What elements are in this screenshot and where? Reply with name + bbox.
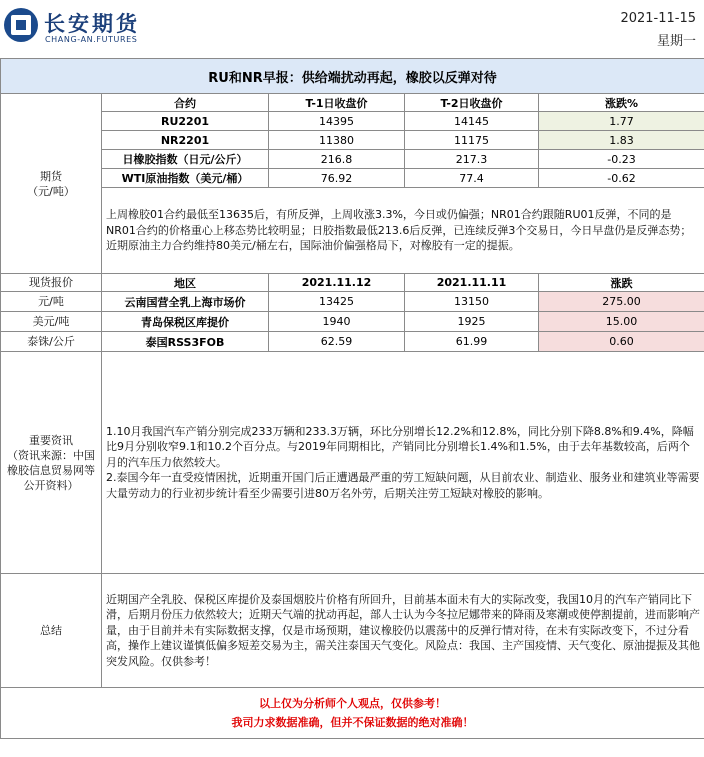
spot-unit: 元/吨	[1, 292, 102, 312]
spot-name: 青岛保税区库提价	[102, 312, 269, 332]
futures-col-t1: T-1日收盘价	[269, 94, 405, 112]
spot-change: 15.00	[539, 312, 704, 332]
futures-contract-name: NR2201	[102, 131, 269, 150]
logo-english-name: CHANG-AN.FUTURES	[45, 35, 138, 44]
spot-unit: 美元/吨	[1, 312, 102, 332]
futures-commentary: 上周橡胶01合约最低至13635后，有所反弹，上周收涨3.3%，今日或仍偏强；NR01合约跟随RU01反弹，不同的是NR01合约的价格重心上移态势比较明显；日胶指数最低213.6后反弹，已连续反弹3个交易日，今日早盘仍是反弹态势；近期原油主力合约维持80美元/桶左右，国际油价偏强格局下，对橡胶有一定的提振。	[102, 188, 704, 274]
futures-change-pct: -0.62	[539, 169, 704, 188]
futures-section-label: 期货 （元/吨）	[1, 94, 102, 274]
spot-row	[1, 312, 704, 332]
spot-col-region: 地区	[102, 274, 269, 292]
futures-col-t2: T-2日收盘价	[405, 94, 539, 112]
futures-col-contract: 合约	[102, 94, 269, 112]
spot-row	[1, 332, 704, 352]
spot-change: 275.00	[539, 292, 704, 312]
news-label: 重要资讯 （资讯来源：中国橡胶信息贸易网等公开资料）	[1, 352, 102, 574]
futures-t1-price: 11380	[269, 131, 405, 150]
logo-emblem-icon	[4, 8, 38, 42]
report-title: RU和NR早报：供给端扰动再起，橡胶以反弹对待	[1, 59, 704, 94]
futures-change-pct: 1.77	[539, 112, 704, 131]
futures-t1-price: 14395	[269, 112, 405, 131]
spot-price-d1: 13425	[269, 292, 405, 312]
disclaimer	[1, 688, 704, 739]
futures-t2-price: 14145	[405, 112, 539, 131]
futures-contract-name: WTI原油指数（美元/桶）	[102, 169, 269, 188]
spot-row	[1, 292, 704, 312]
report-weekday: 星期一	[656, 34, 696, 49]
futures-t1-price: 76.92	[269, 169, 405, 188]
report-table	[0, 58, 704, 739]
spot-name: 云南国营全乳上海市场价	[102, 292, 269, 312]
spot-price-d2: 13150	[405, 292, 539, 312]
summary-text: 近期国产全乳胶、保税区库提价及泰国烟胶片价格有所回升，目前基本面未有大的实际改变，我国10月的汽车产销同比下滑，后期月份压力依然较大；近期天气端的扰动再起，部人士认为今冬拉尼娜带来的降雨及寒潮或使停割提前，进而影响产量，由于目前并未有实际数据支撑，仅是市场预期，建议橡胶仍以震荡中的反弹行情对待，在未有实际改变下，不过分看高，操作上建议谨慎低偏多短差交易为主，需关注泰国天气变化。风险点：我国、主产国疫情、天气变化、原油提振及其他突发风险。仅供参考！	[102, 574, 704, 688]
futures-col-change: 涨跌%	[539, 94, 704, 112]
spot-price-d2: 1925	[405, 312, 539, 332]
futures-row	[1, 169, 704, 188]
disclaimer-line-2: 我司力求数据准确，但并不保证数据的绝对准确！	[231, 716, 474, 729]
futures-contract-name: RU2201	[102, 112, 269, 131]
spot-unit: 泰铢/公斤	[1, 332, 102, 352]
futures-change-pct: -0.23	[539, 150, 704, 169]
logo-chinese-name: 长安期货	[44, 12, 140, 36]
futures-row	[1, 150, 704, 169]
report-date: 2021-11-15	[620, 11, 696, 26]
news-text: 1.10月我国汽车产销分别完成233万辆和233.3万辆，环比分别增长12.2%和12.8%，同比分别下降8.8%和9.4%，降幅比9月分别收窄9.1和10.2个百分点。与2019年同期相比，产销同比分别增长1.4%和1.5%，由于去年基数较高，后两个月的汽车压力依然较大。 2.泰国今年一直受疫情困扰，近期重开国门后正遭遇最严重的劳工短缺问题，从目前农业、制造业、服务业和建筑业等需要大量劳动力的行业初步统计看至少需要引进80万名外劳，后期关注劳工短缺对橡胶的影响。	[102, 352, 704, 574]
futures-row	[1, 112, 704, 131]
spot-col-date1: 2021.11.12	[269, 274, 405, 292]
futures-t2-price: 11175	[405, 131, 539, 150]
summary-label: 总结	[1, 574, 102, 688]
spot-col-date2: 2021.11.11	[405, 274, 539, 292]
futures-t1-price: 216.8	[269, 150, 405, 169]
spot-name: 泰国RSS3FOB	[102, 332, 269, 352]
futures-contract-name: 日橡胶指数（日元/公斤）	[102, 150, 269, 169]
disclaimer-line-1: 以上仅为分析师个人观点，仅供参考！	[259, 697, 447, 710]
spot-price-d2: 61.99	[405, 332, 539, 352]
futures-t2-price: 217.3	[405, 150, 539, 169]
spot-price-d1: 62.59	[269, 332, 405, 352]
spot-change: 0.60	[539, 332, 704, 352]
spot-col-label: 现货报价	[1, 274, 102, 292]
report-header	[0, 0, 704, 58]
company-logo	[2, 6, 192, 50]
spot-price-d1: 1940	[269, 312, 405, 332]
futures-change-pct: 1.83	[539, 131, 704, 150]
futures-row	[1, 131, 704, 150]
futures-t2-price: 77.4	[405, 169, 539, 188]
spot-col-change: 涨跌	[539, 274, 704, 292]
